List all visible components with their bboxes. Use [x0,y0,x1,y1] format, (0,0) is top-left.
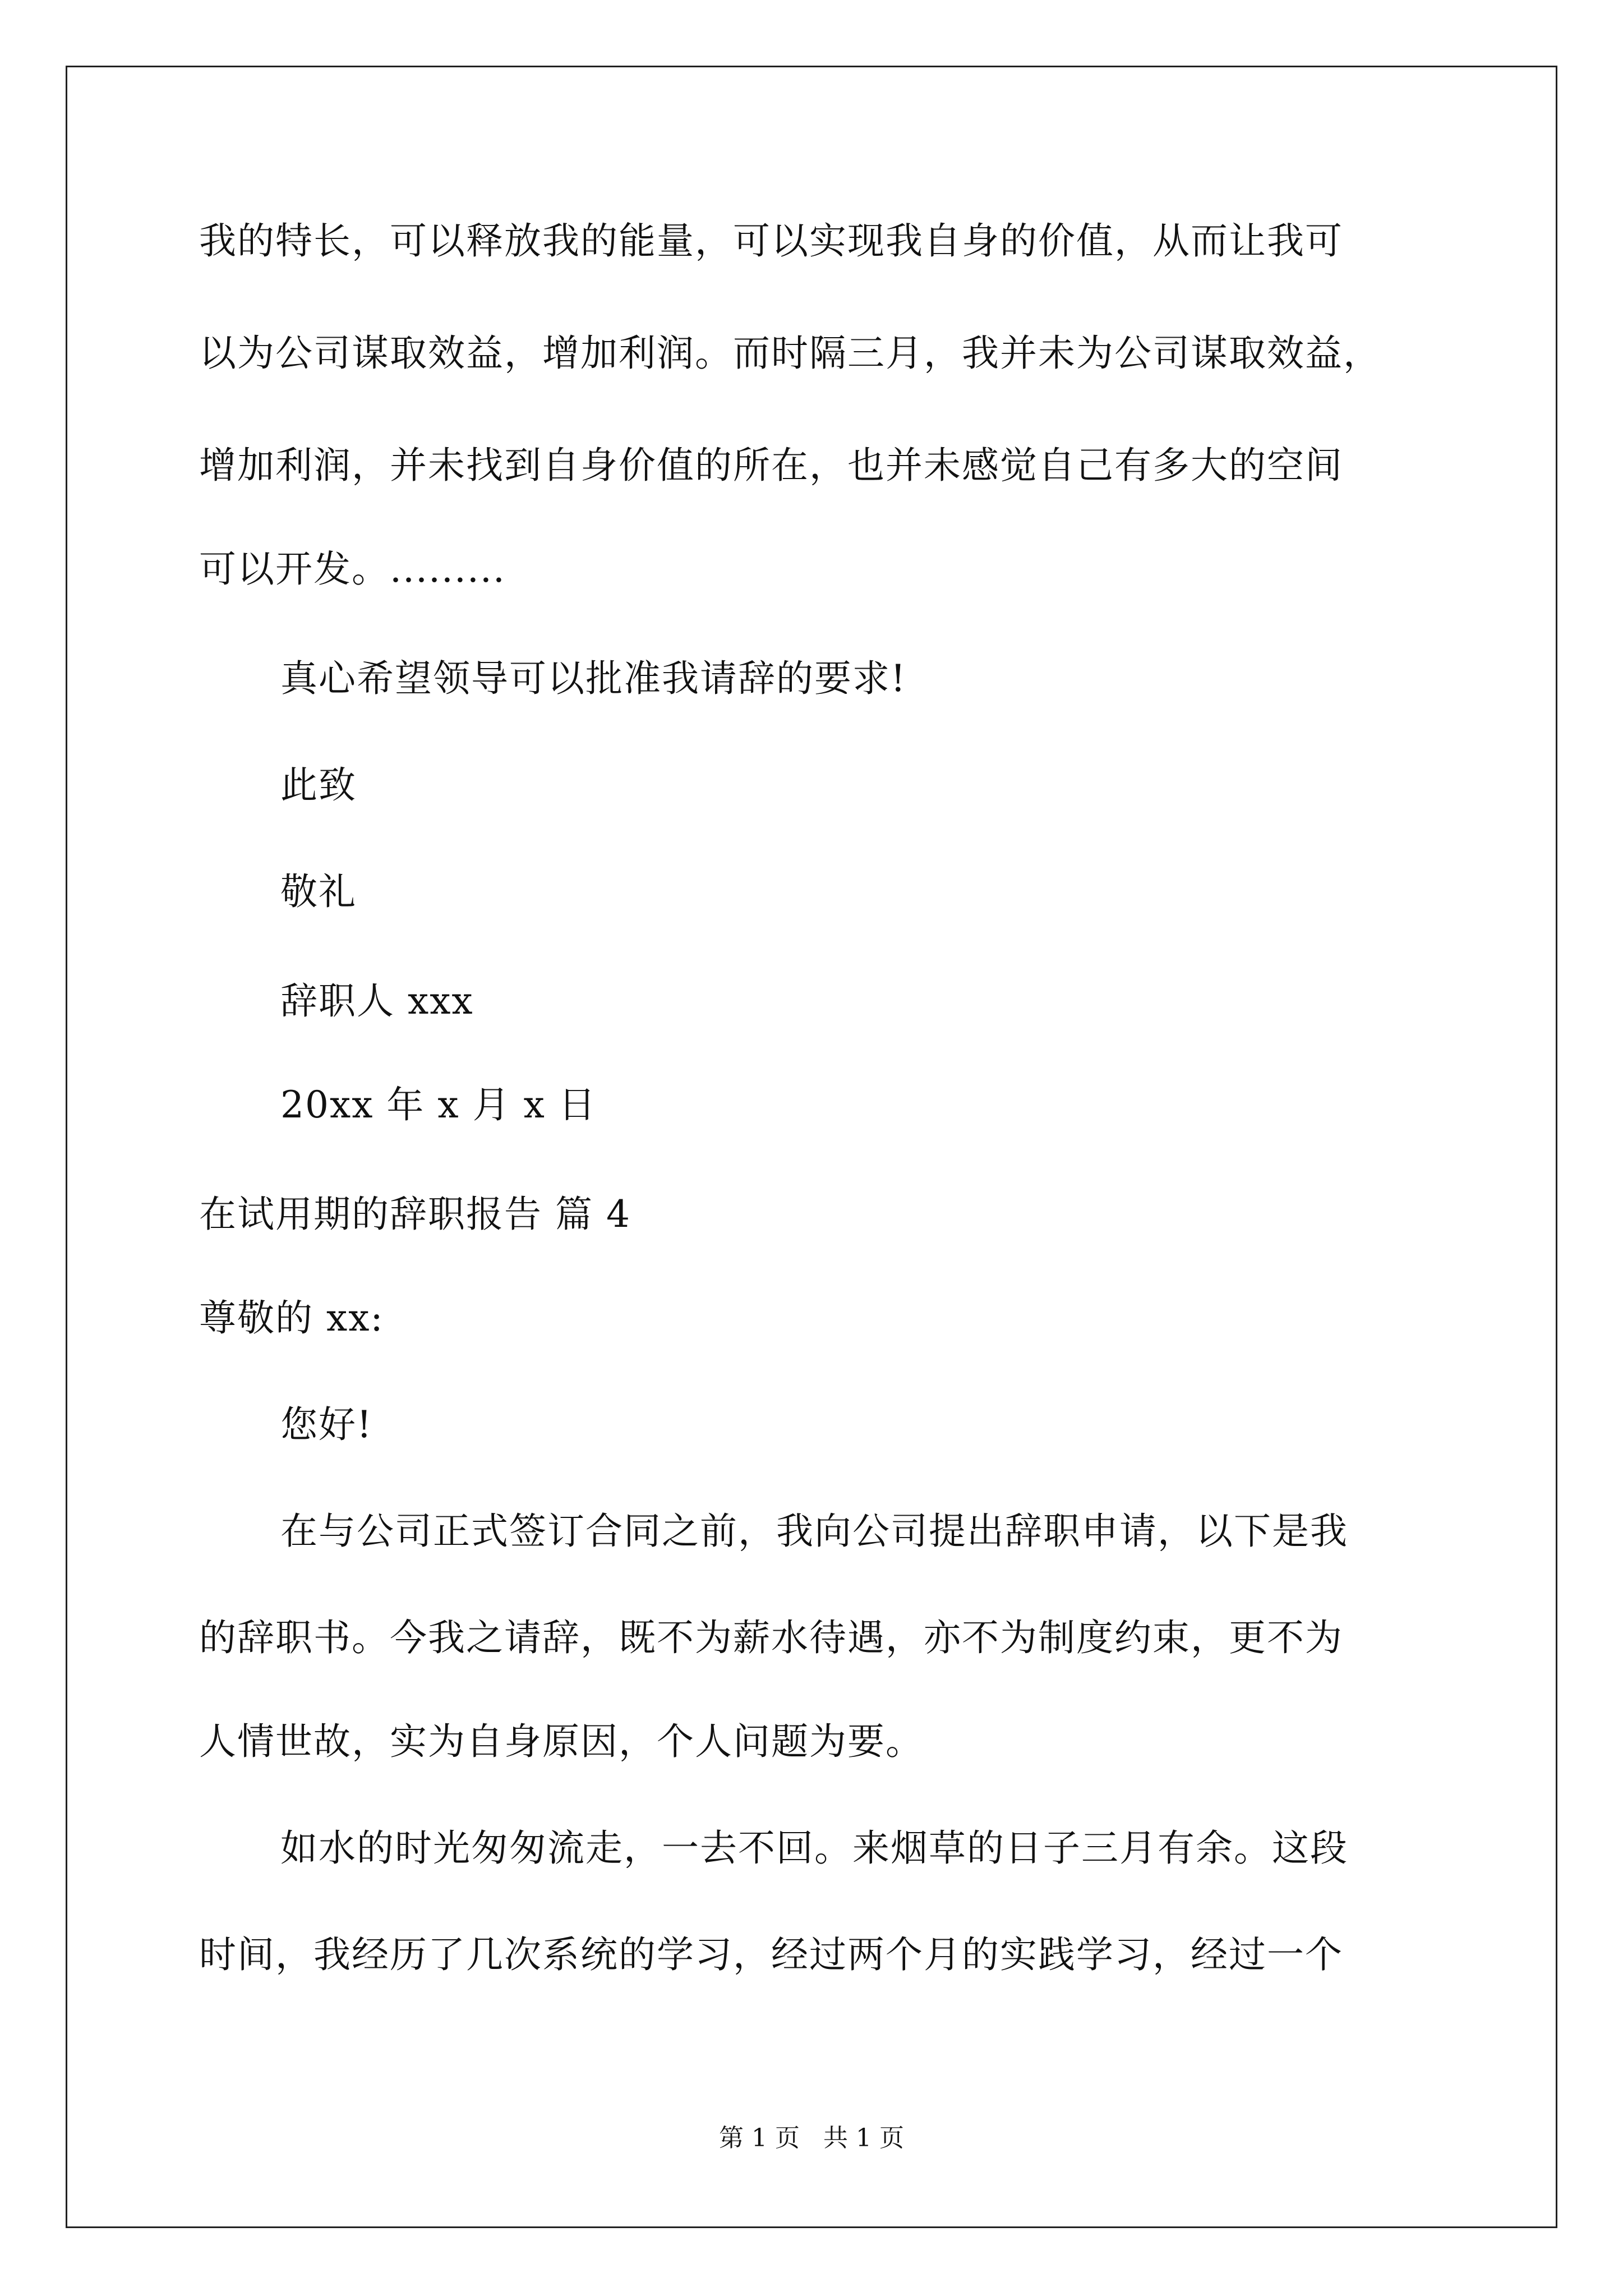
body-text-line: 可以开发。......... [199,547,506,591]
body-text-line: 以为公司谋取效益，增加利润。而时隔三月，我并未为公司谋取效益， [199,332,1381,375]
body-text-line: 时间，我经历了几次系统的学习，经过两个月的实践学习，经过一个 [199,1933,1343,1976]
salutation-line: 敬礼 [280,870,357,913]
body-text-line: 我的特长，可以释放我的能量，可以实现我自身的价值，从而让我可 [199,219,1343,263]
body-text-line: 真心希望领导可以批准我请辞的要求! [280,657,907,700]
greeting-line: 尊敬的 xx: [199,1296,384,1340]
salutation-line: 此致 [280,763,357,807]
page-number-footer: 第 1 页 共 1 页 [719,2124,904,2152]
body-text-line: 人情世故，实为自身原因，个人问题为要。 [199,1720,924,1763]
section-heading: 在试用期的辞职报告 篇 4 [199,1193,631,1236]
page-border [66,66,1557,2228]
date-line: 20xx 年 x 月 x 日 [280,1083,597,1126]
body-text-line: 如水的时光匆匆流走，一去不回。来烟草的日子三月有余。这段 [280,1826,1348,1870]
body-text-line: 在与公司正式签订合同之前，我向公司提出辞职申请，以下是我 [280,1510,1348,1553]
body-text-line: 增加利润，并未找到自身价值的所在，也并未感觉自己有多大的空间 [199,444,1343,487]
signature-line: 辞职人 xxx [280,979,474,1023]
body-text-line: 的辞职书。今我之请辞，既不为薪水待遇，亦不为制度约束，更不为 [199,1616,1343,1659]
greeting-line: 您好! [280,1403,373,1446]
